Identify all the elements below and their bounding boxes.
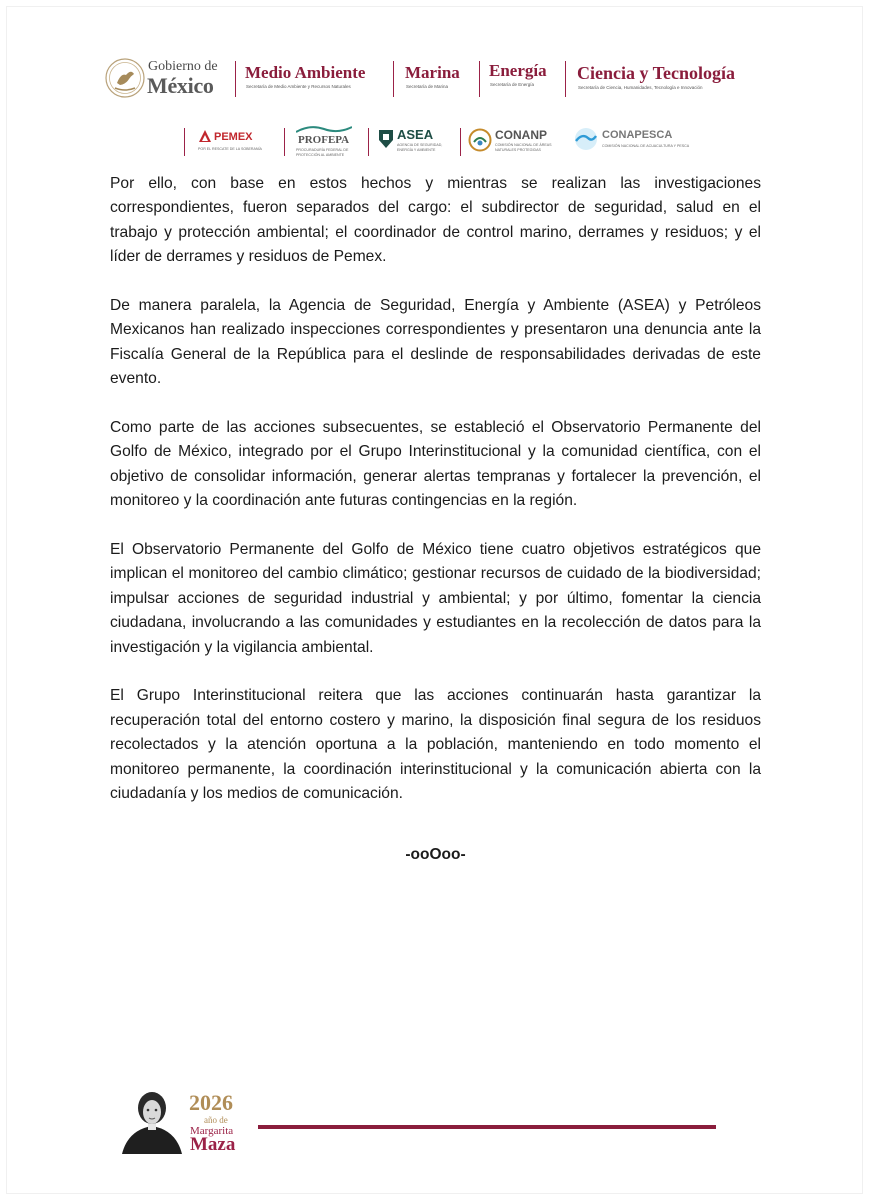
paragraph: El Grupo Interinstitucional reitera que las acciones continuarán hasta garantizar la recuperación total del entorno costero y marino, la disposición final segura de los residuos recolectados y la atención oportuna a la población, manteniendo en todo momento el monitoreo permanente, la coordinación interinstitucional y la comunicación abierta con la ciudadanía y los medios de comunicación. xyxy=(110,687,761,803)
profepa-sub: PROCURADURÍA FEDERAL DE PROTECCIÓN AL AMBIENTE xyxy=(296,148,349,157)
marina-logo: Marina xyxy=(405,63,460,82)
asea-shield-icon xyxy=(378,128,394,148)
energia-sub: Secretaría de Energía xyxy=(490,82,535,87)
footer-divider xyxy=(258,1125,716,1129)
mexico-label: México xyxy=(147,73,214,98)
ciencia-tecnologia-logo: Ciencia y Tecnología xyxy=(577,63,736,83)
conanp-sub: COMISIÓN NACIONAL DE ÁREAS NATURALES PROTEGIDAS xyxy=(495,143,552,152)
press-release-body xyxy=(110,172,761,831)
divider xyxy=(479,61,480,97)
agencies-header xyxy=(184,122,694,158)
divider xyxy=(565,61,566,97)
profepa-label: PROFEPA xyxy=(298,134,350,146)
pemex-logo xyxy=(198,130,253,144)
divider xyxy=(393,61,394,97)
conanp-logo xyxy=(468,128,492,152)
pemex-label: PEMEX xyxy=(214,131,253,143)
profepa-logo xyxy=(296,124,352,134)
profepa-wave-icon xyxy=(296,124,352,134)
coat-of-arms-icon xyxy=(104,57,146,99)
conapesca-wave-icon xyxy=(573,126,599,152)
divider xyxy=(184,128,185,156)
asea-label: ASEA xyxy=(397,126,434,142)
ciencia-tecnologia-sub: Secretaría de Ciencia, Humanidades, Tecnología e Innovación xyxy=(578,85,703,90)
conanp-label: CONANP xyxy=(495,128,548,142)
divider xyxy=(235,61,236,97)
gobierno-label: Gobierno de xyxy=(148,59,218,74)
closing-mark: -ooOoo- xyxy=(405,846,466,863)
medio-ambiente-sub: Secretaría de Medio Ambiente y Recursos Naturales xyxy=(246,84,351,89)
name-label-first: Margarita xyxy=(190,1125,234,1137)
name-label-last: Maza xyxy=(190,1134,236,1155)
asea-sub: AGENCIA DE SEGURIDAD, ENERGÍA Y AMBIENTE xyxy=(397,143,443,152)
divider xyxy=(284,128,285,156)
conapesca-logo xyxy=(573,126,599,152)
paragraph: Por ello, con base en estos hechos y mientras se realizan las investigaciones correspondientes, fueron separados del cargo: el subdirector de seguridad, salud en el trabajo y protección ambiental; el coordinador de control marino, derrames y residuos; y el líder de derrames y residuos de Pemex. xyxy=(110,175,761,266)
marina-sub: Secretaría de Marina xyxy=(406,84,449,89)
divider xyxy=(460,128,461,156)
conapesca-sub: COMISIÓN NACIONAL DE ACUACULTURA Y PESCA xyxy=(602,144,690,148)
pemex-drop-icon xyxy=(198,130,212,144)
energia-logo: Energía xyxy=(489,61,547,80)
medio-ambiente-logo: Medio Ambiente xyxy=(245,63,366,82)
ano-de-label: año de xyxy=(204,1115,228,1125)
margarita-maza-portrait-icon xyxy=(118,1088,186,1154)
conapesca-label: CONAPESCA xyxy=(602,129,673,141)
conanp-circle-icon xyxy=(468,128,492,152)
paragraph: Como parte de las acciones subsecuentes, se estableció el Observatorio Permanente del Golfo de México, integrado por el Grupo Interinstitucional y la comunidad científica, con el objetivo de consolidar información, generar alertas tempranas y fortalecer la prevención, el monitoreo y la coordinación ante futuras contingencias en la región. xyxy=(110,419,761,510)
government-header xyxy=(104,55,774,105)
footer xyxy=(118,1080,718,1160)
paragraph: El Observatorio Permanente del Golfo de México tiene cuatro objetivos estratégicos que implican el monitoreo del cambio climático; gestionar recursos de cuidado de la biodiversidad; impulsar acciones de seguridad industrial y ambiental; y por último, fomentar la ciencia ciudadana, involucrando a las comunidades y estudiantes en la recolección de datos para la investigación y la vigilancia ambiental. xyxy=(110,541,761,656)
year-label: 2026 xyxy=(189,1090,233,1115)
paragraph: De manera paralela, la Agencia de Seguridad, Energía y Ambiente (ASEA) y Petróleos Mexicanos han realizado inspecciones correspondientes y presentaron una denuncia ante la Fiscalía General de la República para el deslinde de responsabilidades derivadas de este evento. xyxy=(110,297,761,388)
pemex-sub: POR EL RESCATE DE LA SOBERANÍA xyxy=(198,147,262,151)
divider xyxy=(368,128,369,156)
